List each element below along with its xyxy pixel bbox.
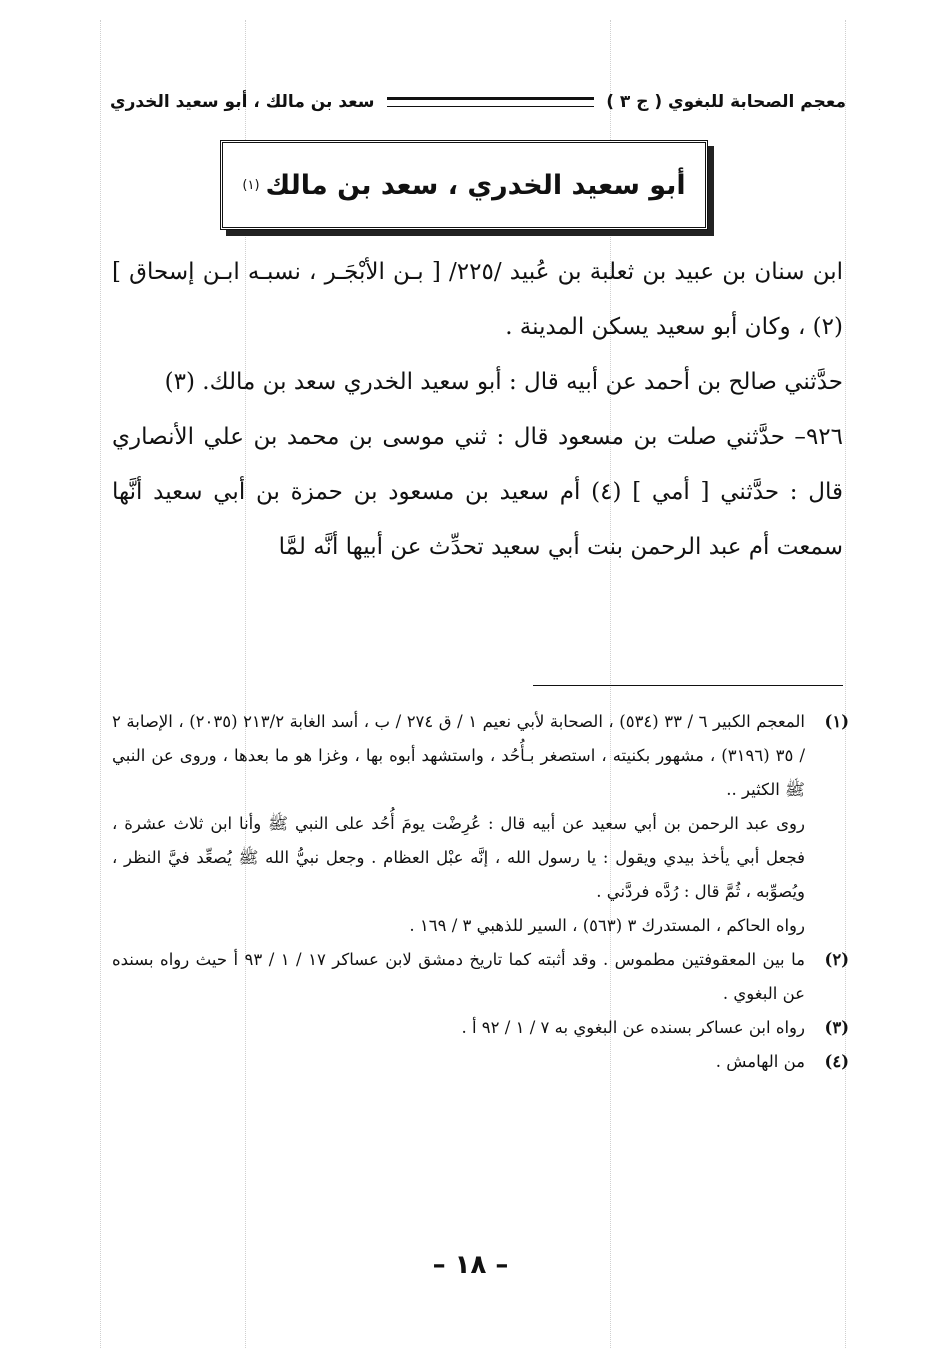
footnote-number: (٢) [824, 950, 849, 969]
running-header [110, 86, 846, 118]
footnotes [112, 705, 849, 1079]
main-text [112, 245, 843, 575]
entry-title-note: (١) [242, 177, 260, 193]
footnote-line: ما بين المعقوفتين مطموس . وقد أثبته كما تاريخ دمشق لابن عساكر ١٧ / ١ / ٩٣ أ حيث رواه بسنده عن البغوي . [112, 950, 805, 1003]
page-number: – ١٨ – [432, 1250, 509, 1280]
header-entry-title: سعد بن مالك ، أبو سعيد الخدري [110, 92, 375, 112]
footnote-number: (٤) [824, 1052, 849, 1071]
header-book-title: معجم الصحابة للبغوي ( ج ٣ ) [606, 92, 846, 112]
footnote-number: (٣) [824, 1018, 849, 1037]
footnote [112, 943, 849, 1011]
footnote-number: (١) [824, 712, 849, 731]
footnote [112, 1045, 849, 1079]
footnote-line: من الهامش . [715, 1052, 805, 1071]
paragraph-narration-1: حدَّثني صالح بن أحمد عن أبيه قال : أبو سعيد الخدري سعد بن مالك. (٣) [164, 369, 843, 395]
footnote-separator [533, 685, 843, 686]
entry-title-box [220, 140, 708, 230]
footnote-line: رواه ابن عساكر بسنده عن البغوي به ٧ / ١ / ٩٢ أ . [461, 1018, 805, 1037]
scan-guide-line [845, 20, 846, 1348]
footnote-line: روى عبد الرحمن بن أبي سعيد عن أبيه قال : عُرِضْت يومَ أُحُد على النبي ﷺ وأنا ابن ثلاث عشرة ، فجعل أبي يأخذ بيدي ويقول : يا رسول الله ، إنَّه عبْل العظام . وجعل نبيُّ الله ﷺ يُصعِّد فيَّ النظر ، ويُصوِّبه ، ثُمَّ قال : رُدَّه فردَّني . [112, 814, 805, 901]
entry-title: أبو سعيد الخدري ، سعد بن مالك [265, 169, 686, 201]
footnote-line: المعجم الكبير ٦ / ٣٣ (٥٣٤) ، الصحابة لأبي نعيم ١ / ق ٢٧٤ / ب ، أسد الغابة ٢١٣/٢ (٢٠٣٥) ، الإصابة ٢ / ٣٥ (٣١٩٦) ، مشهور بكنيته ، استصغر بـأُحُد ، واستشهد أبوه بها ، وغزا هو ما بعدها ، وروى عن النبي ﷺ الكثير .. [112, 712, 806, 799]
paragraph-lineage: ابن سنان بن عبيد بن ثعلبة بن عُبيد /٢٢٥/ [ بـن الأبْجَـر ، نسبـه ابـن إسحاق ] (٢) ، وكان أبو سعيد يسكن المدينة . [112, 259, 843, 340]
header-rule [387, 97, 595, 107]
paragraph-narration-926: ٩٢٦– حدَّثني صلت بن مسعود قال : ثني موسى بن محمد بن علي الأنصاري قال : حدَّثني [ أمي ] (٤) أم سعيد بن مسعود بن حمزة بن أبي سعيد أنَّها سمعت أم عبد الرحمن بنت أبي سعيد تحدِّث عن أبيها أنَّه لمَّا [112, 424, 843, 560]
scan-guide-line [100, 20, 101, 1348]
footnote-line: رواه الحاكم ، المستدرك ٣ (٥٦٣) ، السير للذهبي ٣ / ١٦٩ . [409, 916, 805, 935]
footnote [112, 1011, 849, 1045]
footnote [112, 705, 849, 943]
